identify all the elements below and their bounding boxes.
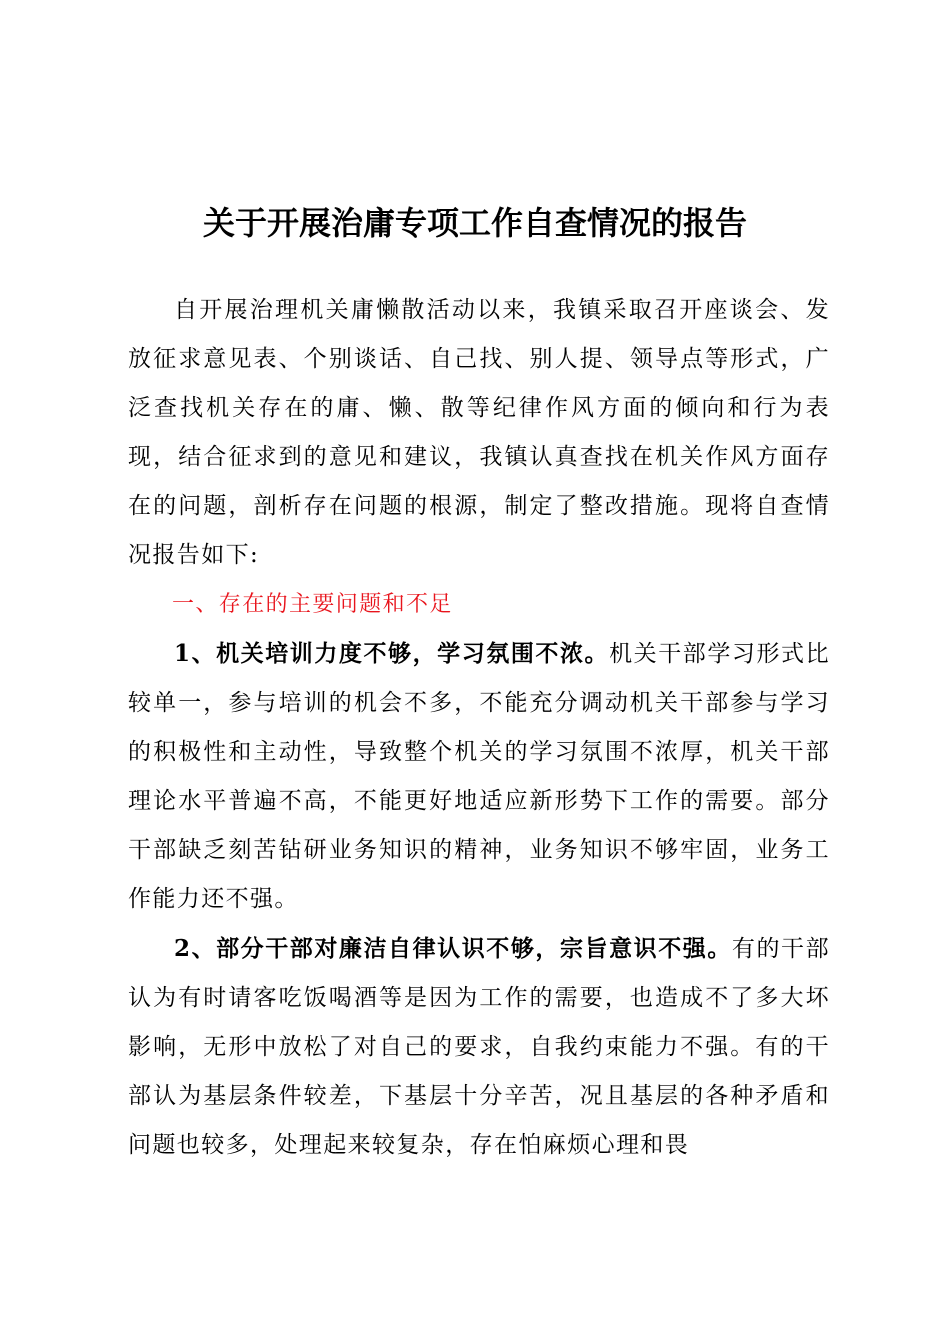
section-heading: 一、存在的主要问题和不足 <box>172 592 453 617</box>
problem-item-1 <box>128 629 830 924</box>
document-body <box>128 286 830 1170</box>
problem-item-1-lead: 1、机关培训力度不够，学习氛围不浓。 <box>174 640 610 667</box>
intro-paragraph: 自开展治理机关庸懒散活动以来，我镇采取召开座谈会、发放征求意见表、个别谈话、自己找、别人提、领导点等形式，广泛查找机关存在的庸、懒、散等纪律作风方面的倾向和行为表现，结合征求到的意见和建议，我镇认真查找在机关作风方面存在的问题，剖析存在问题的根源，制定了整改措施。现将自查情况报告如下: <box>128 297 830 568</box>
problem-item-2-text: 有的干部认为有时请客吃饭喝酒等是因为工作的需要，也造成不了多大坏影响，无形中放松了对自己的要求，自我约束能力不强。有的干部认为基层条件较差，下基层十分辛苦，况且基层的各种矛盾和问题也较多，处理起来较复杂，存在怕麻烦心理和畏 <box>128 936 830 1158</box>
document-title: 关于开展治庸专项工作自查情况的报告 <box>202 204 747 242</box>
problem-item-1-text: 机关干部学习形式比较单一，参与培训的机会不多，不能充分调动机关干部参与学习的积极性和主动性，导致整个机关的学习氛围不浓厚，机关干部理论水平普遍不高，不能更好地适应新形势下工作的需要。部分干部缺乏刻苦钻研业务知识的精神，业务知识不够牢固，业务工作能力还不强。 <box>128 641 830 912</box>
problem-item-2-lead: 2、部分干部对廉洁自律认识不够，宗旨意识不强。 <box>174 935 732 962</box>
problem-item-2 <box>128 924 830 1170</box>
